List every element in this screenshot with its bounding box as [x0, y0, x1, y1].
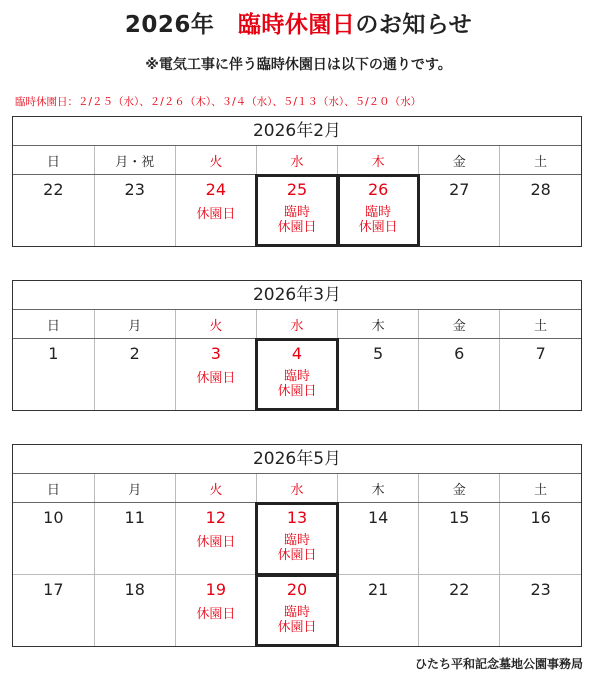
footer-organization: ひたち平和記念墓地公園事務局	[414, 657, 583, 671]
calendar-may	[12, 444, 582, 647]
day-number: 10	[43, 508, 64, 527]
day-cell	[94, 575, 175, 647]
day-number: 4	[291, 344, 303, 363]
day-cell	[13, 339, 94, 411]
day-cell	[419, 175, 500, 247]
day-number: 17	[43, 580, 64, 599]
calendar-grid	[13, 310, 581, 410]
day-number: 3	[210, 344, 221, 363]
day-cell	[338, 503, 419, 575]
weekday-sat: 土	[500, 146, 581, 175]
day-number: 23	[530, 580, 551, 599]
day-number: 23	[124, 180, 145, 199]
day-cell	[419, 339, 500, 411]
day-number: 11	[124, 508, 145, 527]
weekday-wed: 水	[256, 310, 337, 339]
month-title: 2026年2月	[13, 117, 581, 146]
temporary-closed-label: 臨時 休園日	[358, 205, 398, 235]
subtitle: ※電気工事に伴う臨時休園日は以下の通りです。	[145, 57, 452, 73]
calendar-march	[12, 280, 582, 411]
weekday-thu: 木	[338, 310, 419, 339]
closed-label: 休園日	[196, 371, 236, 386]
closed-label: 休園日	[196, 535, 236, 550]
title-highlight: 臨時休園日	[237, 12, 356, 38]
day-number: 24	[205, 180, 227, 199]
month-title: 2026年5月	[13, 445, 581, 474]
day-cell-closed	[175, 339, 256, 411]
weekday-tue: 火	[175, 474, 256, 503]
temporary-closed-label: 臨時 休園日	[277, 533, 317, 563]
day-number: 19	[205, 580, 227, 599]
day-number: 5	[373, 344, 384, 363]
calendar-grid	[13, 474, 581, 646]
weekday-sun: 日	[13, 474, 94, 503]
temporary-closed-label: 臨時 休園日	[277, 205, 317, 235]
day-cell	[13, 175, 94, 247]
weekday-mon: 月	[94, 310, 175, 339]
day-cell-temporary-closed	[338, 175, 419, 247]
day-cell	[500, 339, 581, 411]
day-number: 26	[367, 180, 389, 199]
day-cell-closed	[175, 575, 256, 647]
day-cell	[13, 575, 94, 647]
weekday-tue: 火	[175, 146, 256, 175]
day-cell	[13, 503, 94, 575]
day-cell	[419, 575, 500, 647]
weekday-wed: 水	[256, 146, 337, 175]
day-number: 20	[286, 580, 308, 599]
day-cell-closed	[175, 175, 256, 247]
day-cell	[94, 339, 175, 411]
weekday-sun: 日	[13, 310, 94, 339]
day-number: 28	[530, 180, 551, 199]
day-number: 1	[48, 344, 59, 363]
day-cell	[419, 503, 500, 575]
weekday-mon: 月	[94, 474, 175, 503]
day-number: 16	[530, 508, 551, 527]
temporary-closed-label: 臨時 休園日	[277, 369, 317, 399]
day-number: 22	[449, 580, 470, 599]
weekday-tue: 火	[175, 310, 256, 339]
day-number: 15	[449, 508, 470, 527]
weekday-sat: 土	[500, 310, 581, 339]
title-suffix: のお知らせ	[355, 12, 473, 38]
day-cell-temporary-closed	[256, 503, 337, 575]
day-cell-temporary-closed	[256, 575, 337, 647]
calendar-february	[12, 116, 582, 247]
day-number: 22	[43, 180, 64, 199]
day-number: 6	[454, 344, 465, 363]
weekday-thu: 木	[338, 474, 419, 503]
weekday-mon: 月・祝	[94, 146, 175, 175]
month-title: 2026年3月	[13, 281, 581, 310]
day-cell	[500, 175, 581, 247]
calendar-grid	[13, 146, 581, 246]
day-number: 2	[129, 344, 140, 363]
temporary-closed-label: 臨時 休園日	[277, 605, 317, 635]
day-number: 27	[449, 180, 470, 199]
weekday-thu: 木	[338, 146, 419, 175]
day-number: 12	[205, 508, 227, 527]
day-cell	[500, 575, 581, 647]
weekday-wed: 水	[256, 474, 337, 503]
weekday-fri: 金	[419, 474, 500, 503]
day-number: 7	[535, 344, 546, 363]
day-number: 21	[367, 580, 389, 599]
day-number: 25	[286, 180, 308, 199]
day-cell	[94, 503, 175, 575]
day-cell-temporary-closed	[256, 339, 337, 411]
weekday-fri: 金	[419, 310, 500, 339]
day-cell-closed	[175, 503, 256, 575]
closed-label: 休園日	[196, 207, 236, 222]
day-cell	[500, 503, 581, 575]
weekday-sun: 日	[13, 146, 94, 175]
day-number: 14	[367, 508, 389, 527]
day-cell-temporary-closed	[256, 175, 337, 247]
page-title	[0, 6, 597, 39]
title-year: 2026年	[124, 12, 215, 38]
weekday-sat: 土	[500, 474, 581, 503]
day-cell	[338, 575, 419, 647]
closed-label: 休園日	[196, 607, 236, 622]
weekday-fri: 金	[419, 146, 500, 175]
day-cell	[338, 339, 419, 411]
day-number: 13	[286, 508, 308, 527]
day-number: 18	[124, 580, 145, 599]
day-cell	[94, 175, 175, 247]
closure-list: 臨時休園日：２/２５（水）、２/２６（木）、３/４（水）、５/１３（水）、５/２０（水）	[15, 96, 422, 108]
